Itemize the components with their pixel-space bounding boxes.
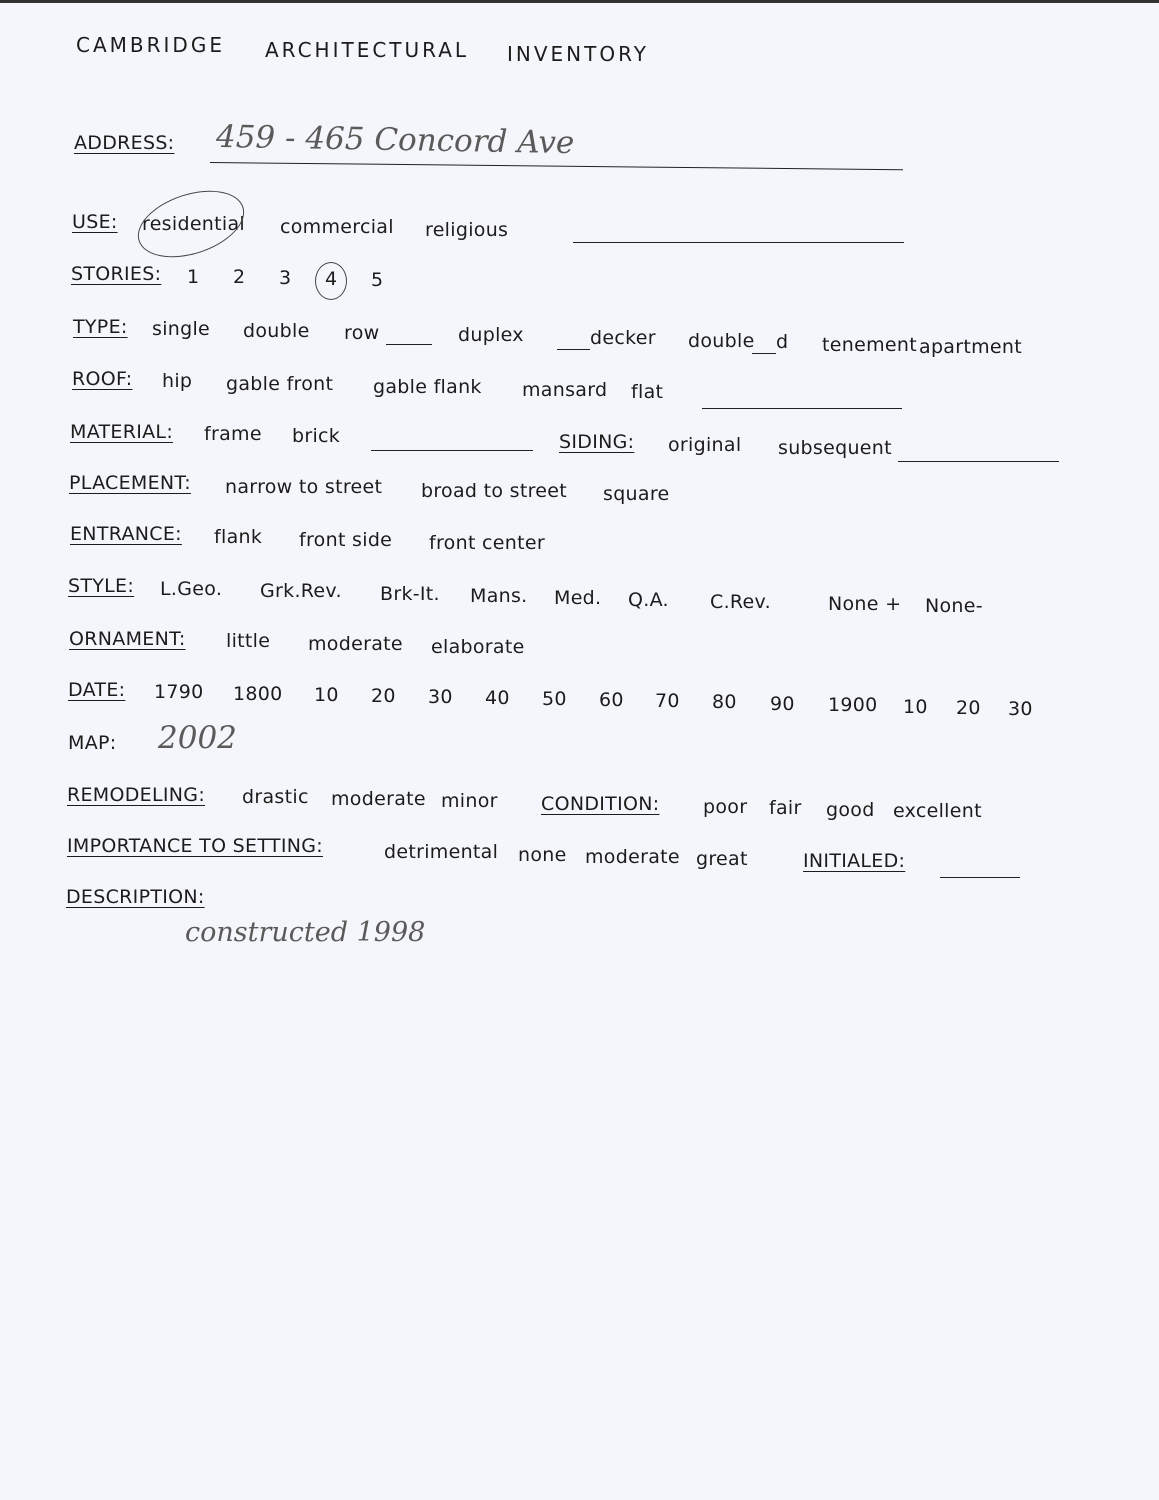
date-option-1880: 80 [712, 691, 737, 713]
stories-selection-circle [315, 262, 347, 300]
type-row-blank [386, 344, 432, 345]
style-option-med: Med. [554, 587, 602, 609]
address-value: 459 - 465 Concord Ave [215, 118, 575, 162]
type-decker-blank [557, 349, 590, 350]
condition-option-excellent: excellent [893, 800, 982, 822]
use-other-line [573, 242, 904, 243]
placement-option-square: square [603, 483, 670, 505]
entrance-option-front-center: front center [429, 532, 545, 554]
entrance-option-flank: flank [214, 526, 263, 548]
siding-label: SIDING: [559, 431, 635, 453]
date-option-1870: 70 [655, 690, 680, 712]
style-option-grkrev: Grk.Rev. [260, 580, 342, 602]
date-option-1910: 10 [903, 696, 928, 718]
date-option-1800: 1800 [233, 683, 283, 705]
date-option-1790: 1790 [154, 681, 204, 703]
condition-label: CONDITION: [541, 793, 660, 815]
type-option-duplex: duplex [458, 324, 524, 346]
ornament-label: ORNAMENT: [69, 628, 186, 650]
title-word-2: ARCHITECTURAL [265, 38, 470, 62]
initialed-label: INITIALED: [803, 850, 906, 872]
address-line [210, 162, 903, 170]
type-option-d: d [776, 331, 789, 353]
roof-label: ROOF: [72, 368, 133, 390]
importance-label: IMPORTANCE TO SETTING: [67, 835, 323, 857]
ornament-option-elaborate: elaborate [431, 636, 525, 658]
style-option-brkit: Brk-It. [380, 583, 440, 605]
stories-option-4: 4 [325, 268, 338, 290]
condition-option-poor: poor [703, 796, 748, 818]
remodeling-option-minor: minor [441, 790, 498, 812]
importance-option-none: none [518, 844, 567, 866]
placement-option-broad: broad to street [421, 480, 568, 502]
address-label: ADDRESS: [74, 132, 175, 154]
date-option-1930: 30 [1008, 698, 1033, 720]
style-option-lgeo: L.Geo. [160, 578, 223, 600]
importance-option-great: great [696, 848, 748, 870]
type-option-single: single [152, 318, 211, 340]
title-word-3: INVENTORY [507, 42, 649, 66]
date-option-1920: 20 [956, 697, 981, 719]
roof-option-gable-flank: gable flank [373, 376, 482, 398]
stories-label: STORIES: [71, 263, 162, 285]
map-value: 2002 [158, 720, 237, 756]
style-option-mans: Mans. [470, 585, 528, 607]
date-option-1890: 90 [770, 693, 795, 715]
map-label: MAP: [68, 732, 117, 754]
type-option-row: row [344, 322, 380, 344]
style-option-qa: Q.A. [628, 589, 669, 611]
stories-option-1: 1 [187, 266, 200, 288]
title-word-1: CAMBRIDGE [76, 33, 225, 57]
type-option-decker: decker [590, 327, 656, 349]
use-option-residential: residential [142, 213, 246, 235]
remodeling-option-moderate: moderate [331, 788, 426, 810]
siding-other-line [898, 461, 1059, 462]
material-option-brick: brick [292, 425, 341, 447]
date-option-1820: 20 [371, 685, 396, 707]
date-option-1810: 10 [314, 684, 339, 706]
material-other-line [371, 450, 533, 451]
roof-other-line [702, 408, 902, 409]
date-option-1860: 60 [599, 689, 624, 711]
condition-option-fair: fair [769, 797, 802, 819]
placement-option-narrow: narrow to street [225, 476, 383, 498]
style-option-none-plus: None + [828, 593, 902, 615]
date-option-1840: 40 [485, 687, 510, 709]
stories-option-3: 3 [279, 267, 292, 289]
remodeling-option-drastic: drastic [242, 786, 309, 808]
date-option-1900: 1900 [828, 694, 878, 716]
date-option-1830: 30 [428, 686, 453, 708]
date-option-1850: 50 [542, 688, 567, 710]
siding-option-original: original [668, 434, 742, 456]
description-value: constructed 1998 [185, 917, 426, 948]
style-label: STYLE: [68, 575, 135, 597]
roof-option-flat: flat [631, 381, 664, 403]
importance-option-moderate: moderate [585, 846, 680, 868]
remodeling-label: REMODELING: [67, 784, 206, 806]
roof-option-gable-front: gable front [226, 373, 334, 395]
type-double-d-blank [752, 353, 776, 354]
material-option-frame: frame [204, 423, 262, 445]
scan-edge [0, 0, 1159, 3]
type-option-double-d: double [688, 330, 755, 352]
use-label: USE: [72, 211, 118, 233]
entrance-label: ENTRANCE: [70, 523, 182, 545]
roof-option-hip: hip [162, 370, 193, 392]
roof-option-mansard: mansard [522, 379, 608, 401]
style-option-none-minus: None- [925, 595, 983, 617]
importance-option-detrimental: detrimental [384, 841, 499, 863]
condition-option-good: good [826, 799, 875, 821]
type-option-apartment: apartment [919, 336, 1022, 358]
use-option-religious: religious [425, 219, 509, 241]
description-label: DESCRIPTION: [66, 886, 205, 908]
type-label: TYPE: [73, 316, 128, 338]
date-label: DATE: [68, 679, 126, 701]
siding-option-subsequent: subsequent [778, 437, 892, 459]
use-selection-circle [129, 178, 252, 269]
ornament-option-moderate: moderate [308, 633, 403, 655]
stories-option-5: 5 [371, 269, 384, 291]
entrance-option-front-side: front side [299, 529, 393, 551]
type-option-tenement: tenement [822, 334, 917, 356]
placement-label: PLACEMENT: [69, 472, 191, 494]
material-label: MATERIAL: [70, 421, 174, 443]
initialed-line [940, 877, 1020, 878]
stories-option-2: 2 [233, 266, 246, 288]
style-option-crev: C.Rev. [710, 591, 771, 613]
use-option-commercial: commercial [280, 216, 394, 238]
type-option-double: double [243, 320, 310, 342]
ornament-option-little: little [226, 630, 271, 652]
